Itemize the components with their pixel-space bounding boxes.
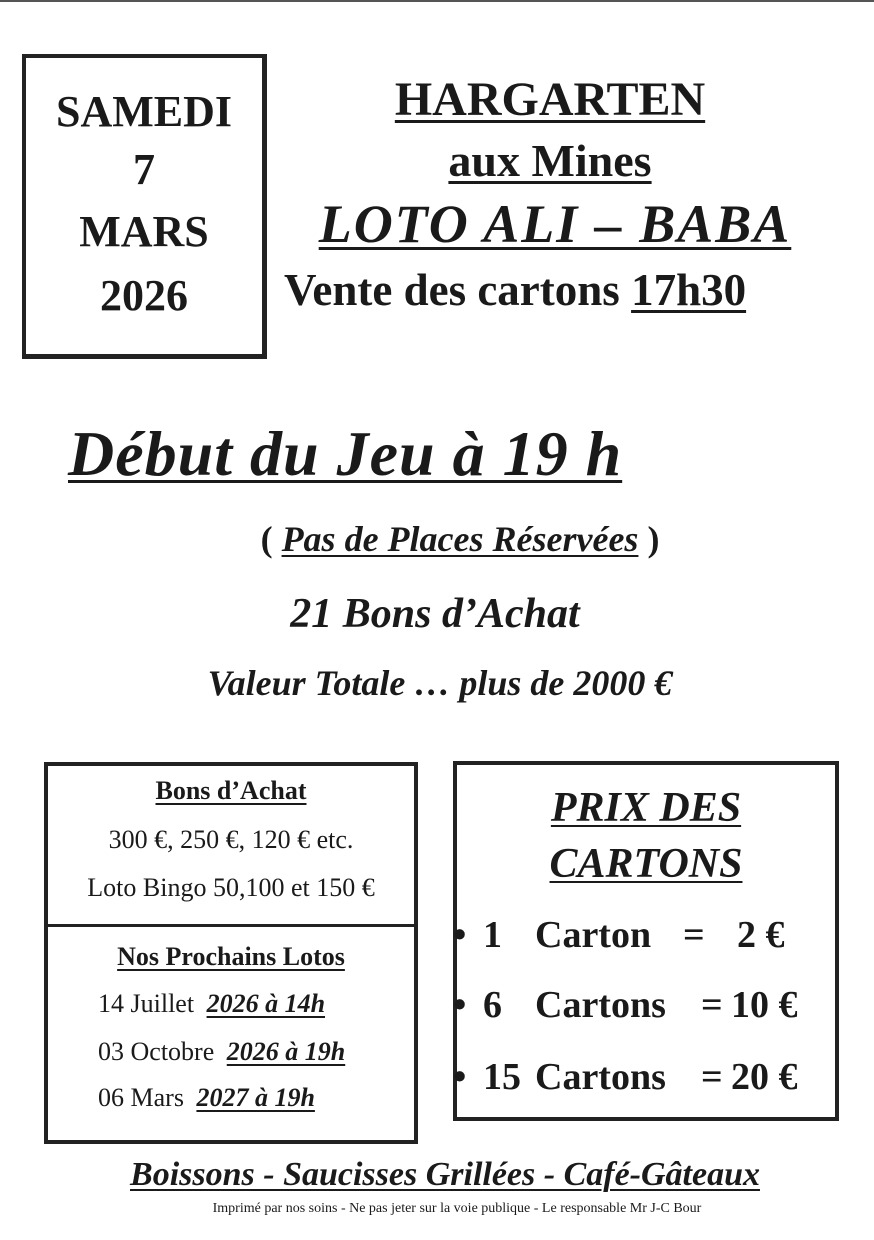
legal-notice: Imprimé par nos soins - Ne pas jeter sur la voie publique - Le responsable Mr J-C Bour <box>212 1201 702 1216</box>
vouchers-line-1: 300 €, 250 €, 120 € etc. <box>108 825 354 854</box>
next-loto-2 <box>98 1034 418 1070</box>
event-name: LOTO ALI – BABA <box>318 194 792 254</box>
bullet-icon: • <box>453 914 467 956</box>
next-loto-date: 06 Mars <box>98 1083 184 1112</box>
price-label: Carton <box>535 914 652 956</box>
vouchers-box-title: Bons d’Achat <box>155 776 307 805</box>
price-equals: = <box>701 984 723 1026</box>
prices-title-2: CARTONS <box>549 841 743 887</box>
date-year: 2026 <box>100 271 188 320</box>
next-loto-date: 14 Juillet <box>98 989 195 1018</box>
price-row <box>453 979 817 1031</box>
prices-box <box>453 761 839 1121</box>
price-value: 20 € <box>731 1056 798 1098</box>
game-start: Début du Jeu à 19 h <box>68 418 623 489</box>
price-qty: 6 <box>483 984 502 1026</box>
price-equals: = <box>683 914 705 956</box>
price-qty: 15 <box>483 1056 521 1098</box>
next-loto-date: 03 Octobre <box>98 1037 215 1066</box>
next-loto-when: 2027 à 19h <box>196 1083 315 1112</box>
no-reserved-line <box>120 516 800 562</box>
vouchers-box <box>44 762 418 1144</box>
price-value: 10 € <box>731 984 798 1026</box>
prices-title-1: PRIX DES <box>550 785 742 831</box>
next-loto-3 <box>98 1080 418 1116</box>
price-row <box>453 909 817 961</box>
sale-time: 17h30 <box>631 265 747 315</box>
top-border-line <box>0 0 874 2</box>
price-label: Cartons <box>535 984 666 1026</box>
town-title: HARGARTEN <box>394 73 706 126</box>
next-lotos-title: Nos Prochains Lotos <box>117 942 345 971</box>
next-loto-when: 2026 à 14h <box>206 989 326 1018</box>
price-label: Cartons <box>535 1056 666 1098</box>
town-suffix: aux Mines <box>448 135 652 186</box>
paren-close: ) <box>647 519 660 559</box>
box-divider <box>48 924 414 927</box>
price-row <box>453 1051 817 1103</box>
next-loto-when: 2026 à 19h <box>226 1037 346 1066</box>
date-number: 7 <box>133 145 155 194</box>
refreshments: Boissons - Saucisses Grillées - Café-Gâteaux <box>130 1156 760 1193</box>
sale-label: Vente des cartons <box>284 265 620 315</box>
total-value: Valeur Totale … plus de 2000 € <box>207 663 673 703</box>
paren-open: ( <box>260 519 273 559</box>
vouchers-line-2: Loto Bingo 50,100 et 150 € <box>87 873 375 902</box>
price-qty: 1 <box>483 914 502 956</box>
bullet-icon: • <box>453 984 467 1026</box>
next-loto-1 <box>98 986 418 1022</box>
no-reserved-seats: Pas de Places Réservées <box>281 519 639 559</box>
price-equals: = <box>701 1056 723 1098</box>
price-value: 2 € <box>737 914 785 956</box>
sale-line <box>284 262 874 318</box>
bullet-icon: • <box>453 1056 467 1098</box>
date-box <box>22 54 267 359</box>
date-day: SAMEDI <box>55 87 233 136</box>
vouchers-count: 21 Bons d’Achat <box>290 591 580 637</box>
date-month: MARS <box>79 207 209 256</box>
